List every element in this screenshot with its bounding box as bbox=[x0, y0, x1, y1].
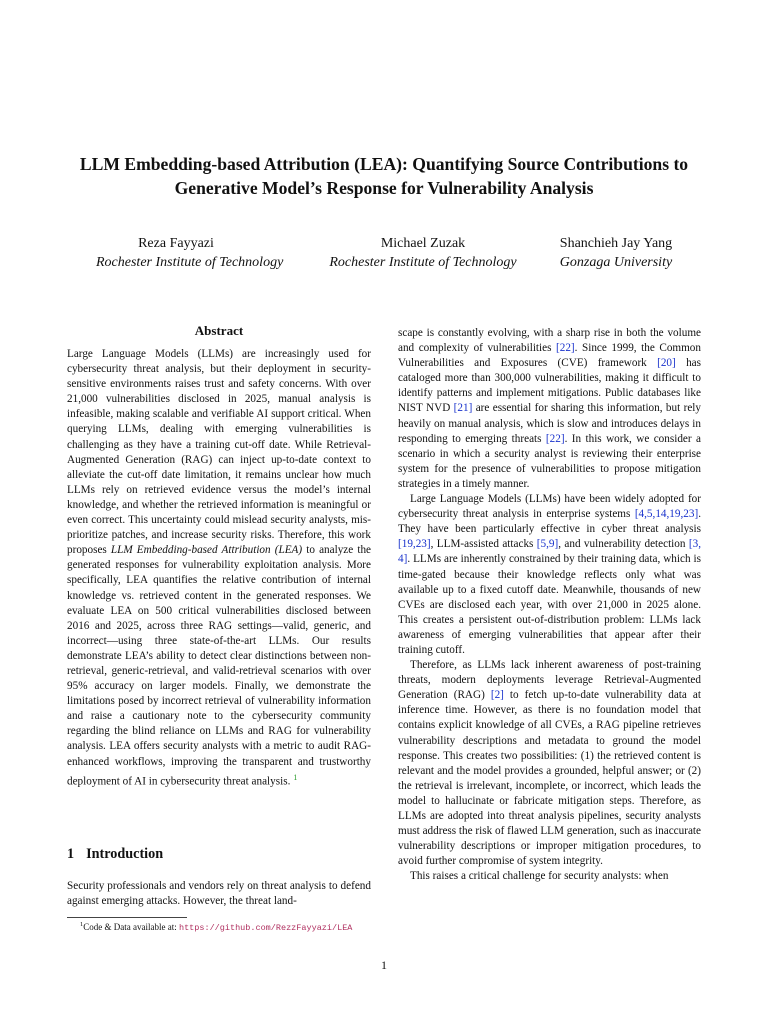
title-line-1: LLM Embedding-based Attribution (LEA): Quantifying Source Contributions to bbox=[79, 154, 689, 174]
footnote-marker[interactable]: 1 bbox=[293, 772, 298, 782]
author-affiliation: Rochester Institute of Technology bbox=[329, 255, 517, 270]
page-number: 1 bbox=[381, 958, 387, 972]
author-name: Michael Zuzak bbox=[380, 236, 466, 251]
intro-paragraph-2 bbox=[398, 492, 701, 658]
title-line-2: Generative Model’s Response for Vulnerability Analysis bbox=[174, 178, 594, 198]
author-block-3 bbox=[550, 234, 682, 272]
abstract-heading: Abstract bbox=[194, 323, 244, 338]
citation-link[interactable]: [3, 4] bbox=[398, 538, 701, 566]
section-title: Introduction bbox=[86, 846, 164, 862]
paragraph-text: Therefore, as LLMs lack inherent awareness of post-training threats, modern deployments leverage Retrieval-Augmented Generation (RAG) bbox=[398, 659, 701, 702]
citation-link[interactable]: [2] bbox=[490, 689, 504, 702]
abstract-text-2: to analyze the generated responses for vulnerability exploitation analysis. More specifically, LEA quantifies the relative contribution of internal knowledge vs. retrieved content in the generated responses. We evaluate LEA on 500 critical vulnerabilities disclosed between 2016 and 2025, across three RAG settings—valid, generic, and incorrect—using three state-of-the-art LLMs. Our results demonstrate LEA’s ability to detect clear distinctions between non-retrieval, generic-retrieval, and valid-retrieval scenarios with over 95% accuracy on larger models. Finally, we demonstrate the limitations posed by incorrect retrieval of vulnerability information and raise a cautionary note to the cybersecurity community regarding the blind reliance on LLMs and RAG for vulnerability analysis. LEA offers security analysts with a metric to audit RAG-enhanced workflows, improving the transparent and trustworthy deployment of AI in cybersecurity threat analysis. bbox=[67, 544, 372, 788]
abstract-body bbox=[67, 347, 371, 789]
paragraph-text: , and vulnerability detection bbox=[558, 538, 689, 551]
section-heading-introduction bbox=[67, 846, 163, 863]
author-name: Reza Fayyazi bbox=[138, 236, 214, 251]
citation-link[interactable]: [5,9] bbox=[536, 538, 559, 551]
citation-link[interactable]: [20] bbox=[657, 357, 676, 370]
paragraph-text: . LLMs are inherently constrained by their training data, which is time-gated because their knowledge reflects only what was available up to a fixed cutoff date. Meanwhile, thousands of new CVEs are disclosed each year, with over 21,000 in 2025 alone. This creates a persistent out-of-distribution problem: LLMs lack awareness of emerging vulnerabilities that appear after their training cutoff. bbox=[398, 553, 701, 656]
citation-link[interactable]: [19,23] bbox=[398, 538, 431, 551]
footnote-rule bbox=[67, 917, 187, 918]
paragraph-text: Large Language Models (LLMs) have been widely adopted for cybersecurity threat analysis in enterprise systems bbox=[398, 493, 701, 521]
author-affiliation: Rochester Institute of Technology bbox=[96, 255, 284, 270]
paper-title bbox=[40, 152, 728, 200]
paragraph-text: to fetch up-to-date vulnerability data at inference time. However, as there is no foundation model that contains explicit knowledge of all CVEs, a RAG pipeline retrieves vulnerability descriptions and metadata to ground the model response. This creates two possibilities: (1) the retrieved content is relevant and the model provides a grounded, helpful answer; or (2) the retrieval is irrelevant, incomplete, or incorrect, which leads the model to hallucinate or fabricate mitigation steps. Therefore, as LLMs are adopted into threat analysis pipelines, security analysts must address the risk of flawed LLM generation, such as inaccurate vulnerability descriptions or improper mitigation procedures, to avoid further compromise of system integrity. bbox=[398, 689, 701, 868]
intro-left-text: Security professionals and vendors rely on threat analysis to defend against emerging attacks. However, the threat land- bbox=[67, 880, 371, 908]
abstract-emphasis: LLM Embedding-based Attribution (LEA) bbox=[110, 544, 303, 557]
intro-paragraph-3 bbox=[398, 658, 701, 869]
citation-link[interactable]: [4,5,14,19,23] bbox=[634, 508, 699, 521]
footnote-text: Code & Data available at: bbox=[83, 922, 179, 932]
paragraph-text: scape is constantly evolving, with a sharp rise in both the volume and complexity of vulnerabilities bbox=[398, 327, 701, 355]
footnote-number: 1 bbox=[80, 921, 84, 928]
paragraph-text: . In this work, we consider a scenario in which a security analyst is reviewing their enterprise system for the presence of vulnerabilities to propose mitigation strategies in a timely manner. bbox=[398, 432, 701, 490]
paragraph-text: . They have been particularly effective in cyber threat analysis bbox=[398, 508, 701, 536]
citation-link[interactable]: [22] bbox=[556, 342, 575, 355]
paragraph-text: , LLM-assisted attacks bbox=[430, 538, 537, 551]
paragraph-text: are essential for sharing this information, but rely heavily on manual analysis, which is slow and introduces delays in responding to emerging threats bbox=[398, 402, 701, 445]
footnote bbox=[80, 921, 352, 933]
footnote-link[interactable]: https://github.com/RezzFayyazi/LEA bbox=[178, 923, 353, 933]
intro-paragraph-4 bbox=[398, 869, 701, 884]
paragraph-text: has cataloged more than 300,000 vulnerabilities, making it difficult to identify patterns and implement mitigations. Public databases like NIST NVD bbox=[398, 357, 701, 415]
paragraph-text: . Since 1999, the Common Vulnerabilities and Exposures (CVE) framework bbox=[398, 342, 701, 370]
author-block-2 bbox=[316, 234, 530, 272]
right-column bbox=[398, 326, 701, 884]
citation-link[interactable]: [22] bbox=[545, 432, 565, 445]
author-block-1 bbox=[96, 234, 284, 272]
section-number: 1 bbox=[67, 846, 75, 862]
author-name: Shanchieh Jay Yang bbox=[559, 236, 673, 251]
paragraph-text: This raises a critical challenge for security analysts: when bbox=[410, 870, 669, 883]
abstract-text-1: Large Language Models (LLMs) are increasingly used for cybersecurity threat analysis, but their deployment in security-sensitive environments raises trust and safety concerns. With over 21,000 vulnerabilities disclosed in 2025, manual analysis is infeasible, making scalable and verifiable AI support critical. When querying LLMs, dealing with emerging vulnerabilities is challenging as they have a training cut-off date. While Retrieval-Augmented Generation (RAG) can inject up-to-date context to alleviate the cut-off date limitation, it remains unclear how much LLMs rely on retrieved evidence versus the model’s internal knowledge, and whether the retrieved information is meaningful or even correct. This uncertainty could mislead security analysts, mis-prioritize patches, and increase security risks. Therefore, this work proposes bbox=[67, 348, 371, 557]
citation-link[interactable]: [21] bbox=[453, 402, 473, 415]
intro-paragraph-1 bbox=[398, 326, 701, 492]
author-affiliation: Gonzaga University bbox=[559, 255, 673, 270]
